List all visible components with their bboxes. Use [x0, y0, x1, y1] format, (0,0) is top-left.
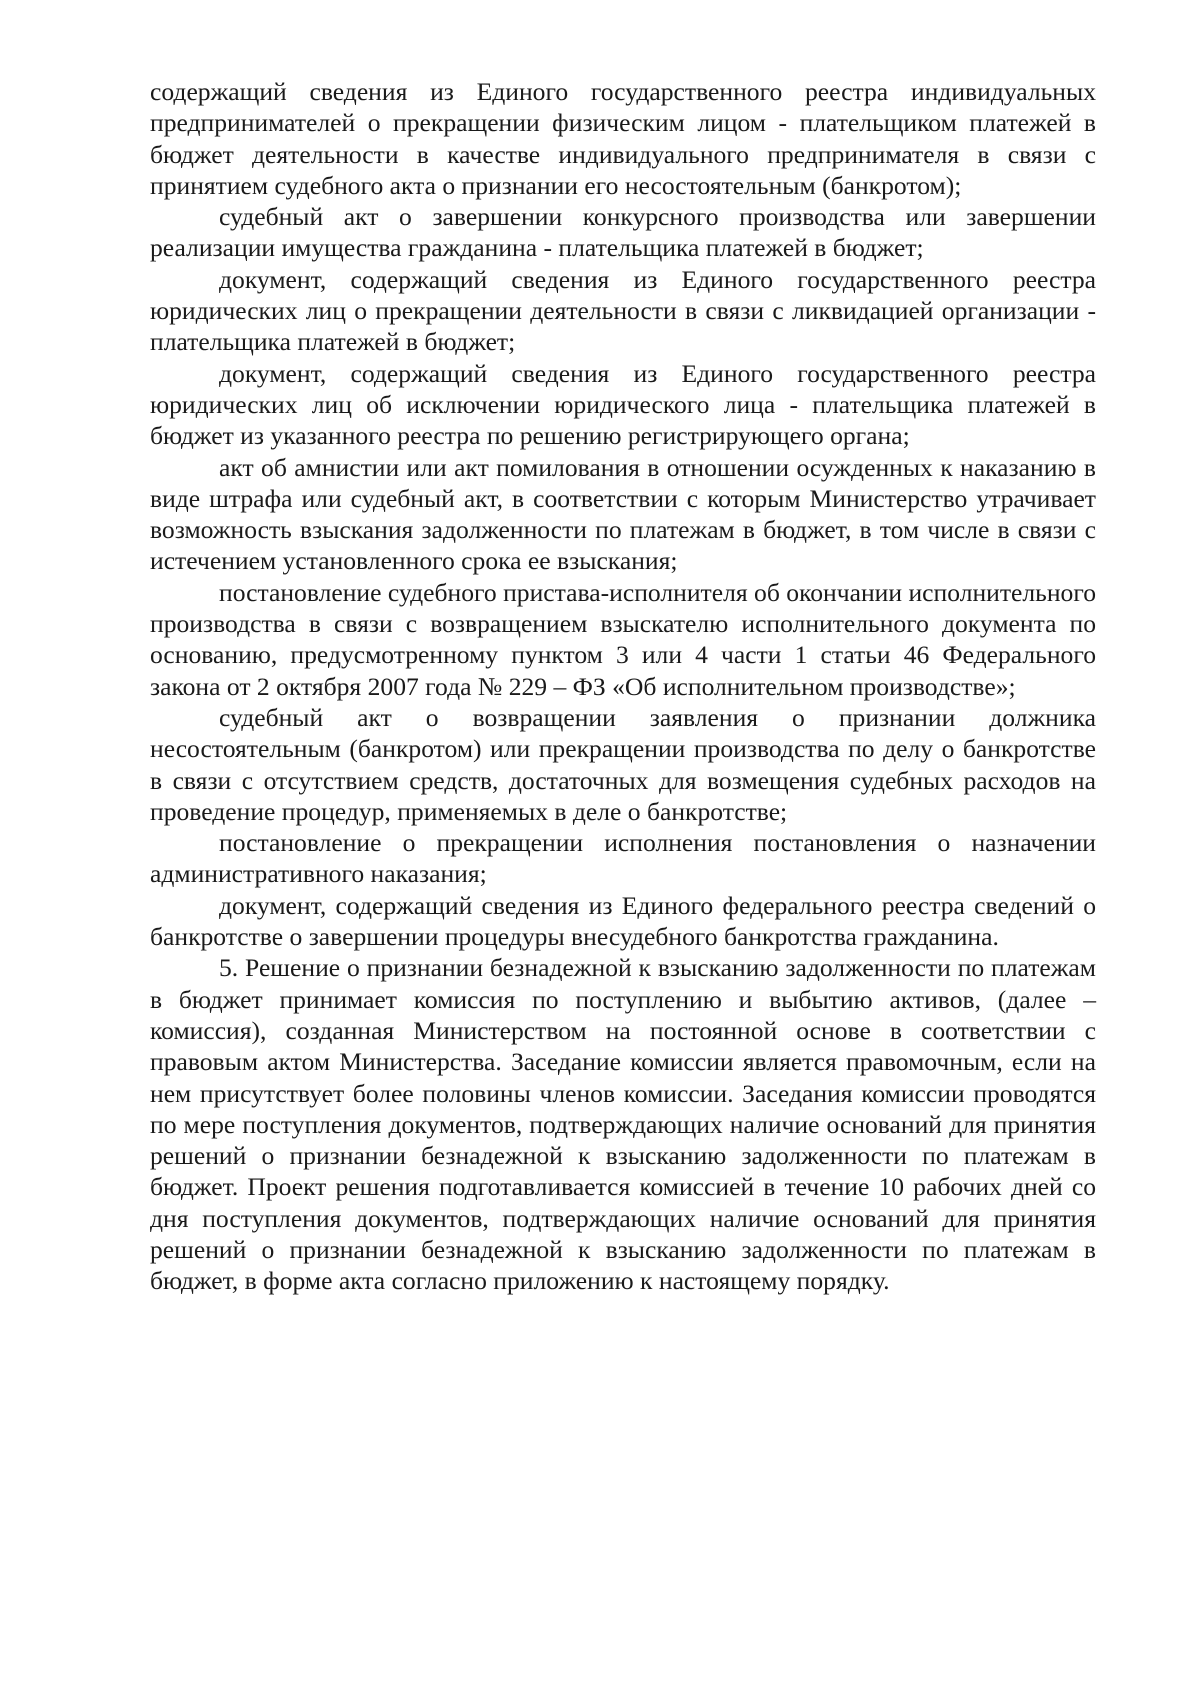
document-body: [150, 76, 1096, 1297]
paragraph: судебный акт о завершении конкурсного производства или завершении реализации имущества гражданина - плательщика платежей в бюджет;: [150, 202, 1096, 263]
paragraph: документ, содержащий сведения из Единого государственного реестра юридических лиц об исключении юридического лица - плательщика платежей в бюджет из указанного реестра по решению регистрирующего органа;: [150, 358, 1096, 451]
paragraph: документ, содержащий сведения из Единого государственного реестра юридических лиц о прекращении деятельности в связи с ликвидацией организации - плательщика платежей в бюджет;: [150, 264, 1096, 357]
paragraph: акт об амнистии или акт помилования в отношении осужденных к наказанию в виде штрафа или судебный акт, в соответствии с которым Министерство утрачивает возможность взыскания задолженности по платежам в бюджет, в том числе в связи с истечением установленного срока ее взыскания;: [150, 452, 1096, 576]
paragraph: документ, содержащий сведения из Единого федерального реестра сведений о банкротстве о завершении процедуры внесудебного банкротства гражданина.: [150, 890, 1096, 952]
paragraph: судебный акт о возвращении заявления о признании должника несостоятельным (банкротом) или прекращении производства по делу о банкротстве в связи с отсутствием средств, достаточных для возмещения судебных расходов на проведение процедур, применяемых в деле о банкротстве;: [150, 702, 1096, 826]
paragraph: постановление судебного пристава-исполнителя об окончании исполнительного производства в связи с возвращением взыскателю исполнительного документа по основанию, предусмотренному пунктом 3 или 4 части 1 статьи 46 Федерального закона от 2 октября 2007 года № 229 – ФЗ «Об исполнительном производстве»;: [150, 577, 1096, 701]
paragraph: постановление о прекращении исполнения постановления о назначении административного наказания;: [150, 828, 1096, 889]
paragraph-section-5: 5. Решение о признании безнадежной к взысканию задолженности по платежам в бюджет принимает комиссия по поступлению и выбытию активов, (далее – комиссия), созданная Министерством на постоянной основе в соответствии с правовым актом Министерства. Заседание комиссии является правомочным, если на нем присутствует более половины членов комиссии. Заседания комиссии проводятся по мере поступления документов, подтверждающих наличие оснований для принятия решений о признании безнадежной к взысканию задолженности по платежам в бюджет. Проект решения подготавливается комиссией в течение 10 рабочих дней со дня поступления документов, подтверждающих наличие оснований для принятия решений о признании безнадежной к взысканию задолженности по платежам в бюджет, в форме акта согласно приложению к настоящему порядку.: [150, 953, 1096, 1296]
paragraph-continued: содержащий сведения из Единого государственного реестра индивидуальных предпринимателей о прекращении физическим лицом - плательщиком платежей в бюджет деятельности в качестве индивидуального предпринимателя в связи с принятием судебного акта о признании его несостоятельным (банкротом);: [150, 77, 1096, 200]
